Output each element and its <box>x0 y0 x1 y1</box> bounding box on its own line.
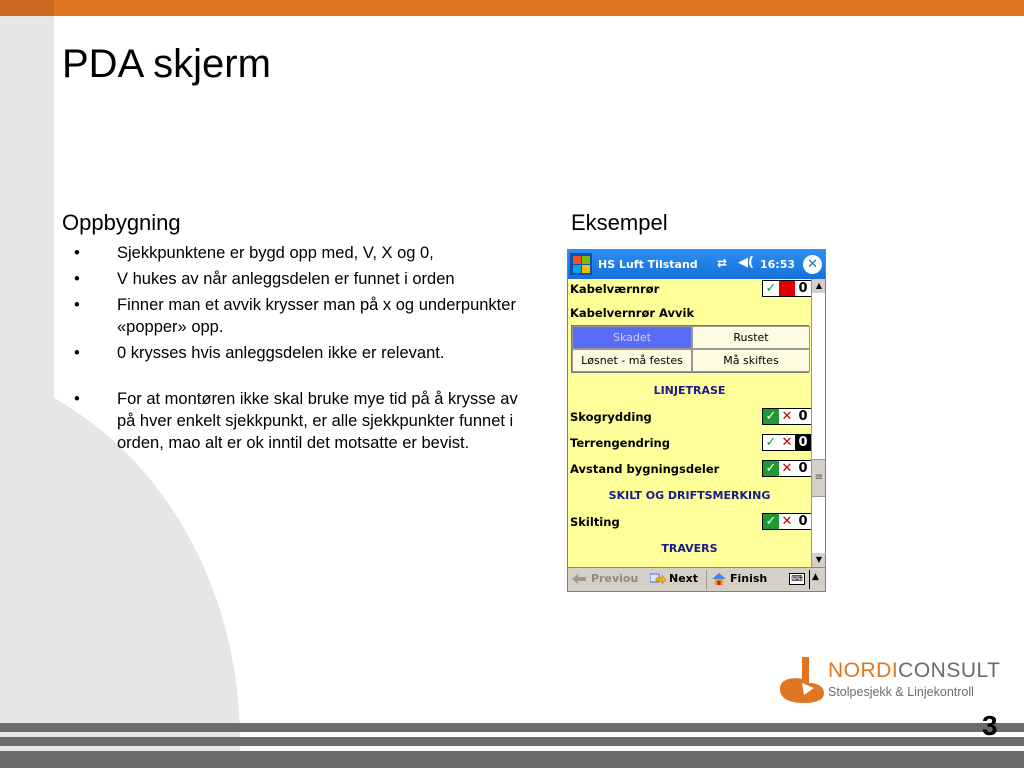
logo-name-part2: CONSULT <box>898 659 1001 682</box>
check-deviation-button[interactable]: ✕ <box>779 461 795 476</box>
bullet-text: V hukes av når anleggsdelen er funnet i orden <box>117 270 455 288</box>
checkpoint-toggle <box>762 408 812 425</box>
check-deviation-button[interactable]: ✕ <box>779 281 795 296</box>
command-separator <box>706 570 707 589</box>
right-section-heading: Eksempel <box>571 210 668 235</box>
bullet-item <box>72 388 522 454</box>
company-logo <box>778 655 1001 705</box>
footer-stripe-2 <box>0 737 1024 746</box>
checkpoint-toggle <box>762 460 812 477</box>
vertical-scrollbar[interactable] <box>811 279 825 567</box>
deviation-options-grid <box>571 325 809 373</box>
option-rustet[interactable]: Rustet <box>692 326 810 349</box>
option-skadet[interactable]: Skadet <box>572 326 692 349</box>
section-header-linjetrase: LINJETRASE <box>653 384 726 397</box>
checkpoint-row <box>570 459 810 479</box>
keyboard-icon[interactable]: ⌨ <box>789 573 805 585</box>
back-arrow-icon <box>572 573 588 585</box>
bullet-dot: • <box>74 344 80 362</box>
forward-arrow-icon <box>650 573 666 585</box>
check-not-relevant-button[interactable]: 0 <box>795 409 811 424</box>
check-ok-button[interactable]: ✓ <box>763 461 779 476</box>
check-not-relevant-button[interactable]: 0 <box>795 514 811 529</box>
top-accent-bar <box>0 0 1024 16</box>
finish-button[interactable] <box>711 572 767 585</box>
checkpoint-row <box>570 433 810 453</box>
finish-label: Finish <box>730 572 768 585</box>
bullet-dot: • <box>74 244 80 262</box>
bullet-item <box>72 268 522 290</box>
check-deviation-button[interactable]: ✕ <box>779 514 795 529</box>
checkpoint-row <box>570 512 810 532</box>
checkpoint-toggle <box>762 434 812 451</box>
logo-tagline: Stolpesjekk & Linjekontroll <box>828 685 974 699</box>
checkpoint-row <box>570 279 810 299</box>
subsection-label: Kabelvernrør Avvik <box>570 306 695 320</box>
home-icon <box>711 573 727 585</box>
input-menu-arrow-icon[interactable]: ▲ <box>812 572 819 582</box>
check-ok-button[interactable]: ✓ <box>763 435 779 450</box>
footer-stripe-1 <box>0 723 1024 732</box>
close-icon[interactable]: ✕ <box>803 255 822 274</box>
bullet-text: Sjekkpunktene er bygd opp med, V, X og 0, <box>117 244 434 262</box>
check-ok-button[interactable]: ✓ <box>763 409 779 424</box>
scroll-thumb[interactable]: ≡ <box>812 459 826 497</box>
check-not-relevant-button[interactable]: 0 <box>795 435 811 450</box>
command-separator <box>809 570 810 589</box>
bullet-dot: • <box>74 390 80 408</box>
next-button[interactable] <box>650 572 698 585</box>
scroll-down-arrow-icon[interactable]: ▼ <box>812 553 826 567</box>
volume-icon[interactable]: ◀( <box>738 255 754 270</box>
bullet-text: 0 krysses hvis anleggsdelen ikke er relevant. <box>117 344 445 362</box>
scroll-up-arrow-icon[interactable]: ▲ <box>812 279 826 293</box>
windows-start-icon[interactable] <box>570 253 592 275</box>
logo-name-part1: NORDI <box>828 659 899 682</box>
option-losnet[interactable]: Løsnet - må festes <box>572 349 692 372</box>
previous-button[interactable] <box>572 572 638 585</box>
check-ok-button[interactable]: ✓ <box>763 514 779 529</box>
bullet-dot: • <box>74 296 80 314</box>
footer-stripe-3 <box>0 751 1024 768</box>
subsection-header <box>570 303 810 323</box>
checkpoint-row <box>570 407 810 427</box>
page-number: 3 <box>982 710 998 741</box>
checkpoint-label: Terrengendring <box>570 436 670 450</box>
section-header-travers: TRAVERS <box>661 542 718 555</box>
sync-icon[interactable]: ⇄ <box>717 256 728 270</box>
logo-mark-icon <box>778 655 826 703</box>
slide-title: PDA skjerm <box>62 42 271 86</box>
pda-app-title: HS Luft Tilstand <box>598 258 698 271</box>
checkpoint-label: Skogrydding <box>570 410 652 424</box>
check-ok-button[interactable]: ✓ <box>763 281 779 296</box>
section-header-skilt: SKILT OG DRIFTSMERKING <box>608 489 771 502</box>
previous-label: Previou <box>591 572 639 585</box>
check-deviation-button[interactable]: ✕ <box>779 435 795 450</box>
pda-screen <box>567 249 826 592</box>
checkpoint-label: Kabelværnrør <box>570 282 660 296</box>
checkpoint-label: Skilting <box>570 515 620 529</box>
bullet-item <box>72 242 522 264</box>
checkpoint-label: Avstand bygningsdeler <box>570 462 720 476</box>
pda-titlebar <box>568 250 825 279</box>
checkpoint-toggle <box>762 280 812 297</box>
clock[interactable]: 16:53 <box>760 258 796 271</box>
bullet-text: Finner man et avvik krysser man på x og underpunkter «popper» opp. <box>117 296 516 336</box>
bullet-item <box>72 294 522 338</box>
check-deviation-button[interactable]: ✕ <box>779 409 795 424</box>
top-accent-bar-left <box>0 0 54 16</box>
logo-wordmark <box>828 659 1000 683</box>
pda-form <box>568 279 811 567</box>
pda-command-bar <box>568 567 825 591</box>
bullet-item <box>72 342 522 364</box>
bullet-text: For at montøren ikke skal bruke mye tid på å krysse av på hver enkelt sjekkpunkt, er alle sjekkpunkter funnet i orden, mao alt er ok inntil det motsatte er bevist. <box>117 390 518 452</box>
option-maa-skiftes[interactable]: Må skiftes <box>692 349 810 372</box>
bullet-dot: • <box>74 270 80 288</box>
top-accent-line <box>0 16 54 19</box>
check-not-relevant-button[interactable]: 0 <box>795 461 811 476</box>
left-section-heading: Oppbygning <box>62 210 181 235</box>
check-not-relevant-button[interactable]: 0 <box>795 281 811 296</box>
checkpoint-toggle <box>762 513 812 530</box>
next-label: Next <box>669 572 699 585</box>
bullet-list <box>72 242 522 458</box>
